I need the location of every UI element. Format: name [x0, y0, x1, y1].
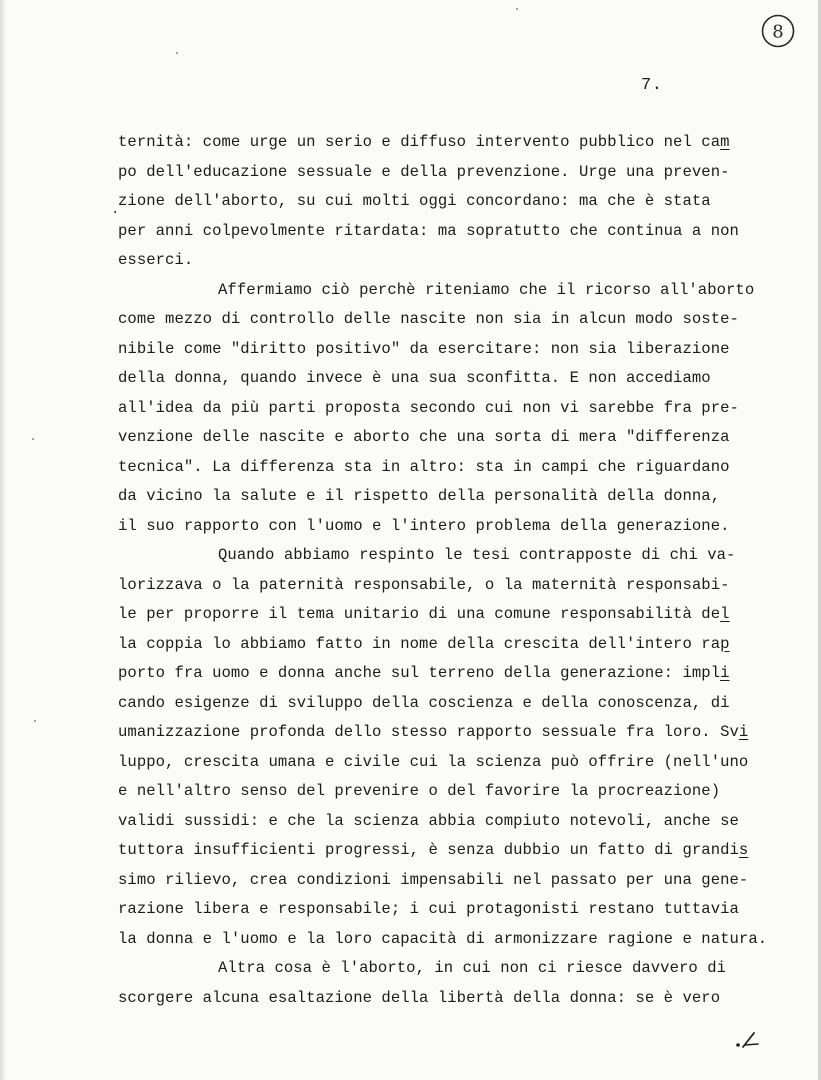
text-segment: le per proporre il tema unitario di una comune responsabilità de [118, 605, 721, 623]
text-line [118, 246, 767, 276]
text-segment: luppo, crescita umana e civile cui la scienza può offrire (nell'uno [118, 752, 749, 771]
text-segment: esserci. [118, 251, 194, 269]
text-segment: zione dell'aborto, su cui molti oggi concordano: ma che è stata [118, 192, 711, 210]
text-line [118, 659, 767, 689]
text-line [118, 128, 767, 158]
text-line [118, 777, 767, 807]
text-segment: validi sussidi: e che la scienza abbia compiuto notevoli, anche se [118, 811, 739, 830]
text-segment: Affermiamo ciò perchè riteniamo che il ricorso all'aborto [218, 280, 755, 299]
text-line [118, 364, 767, 394]
text-segment: lorizzava o la paternità responsabile, o la maternità responsabi- [118, 575, 730, 594]
text-segment: umanizzazione profonda dello stesso rapporto sessuale fra loro. Sv [118, 723, 739, 741]
text-segment: venzione delle nascite e aborto che una sorta di mera "differenza [118, 428, 730, 446]
scan-edge-shadow [0, 0, 6, 1080]
text-line [118, 866, 767, 896]
underlined-syllable: p [720, 634, 730, 653]
underlined-syllable: s [738, 841, 749, 859]
text-line [118, 718, 767, 748]
page-stamp [760, 13, 796, 49]
text-line [118, 482, 767, 512]
margin-dot-mark: · [111, 205, 120, 221]
text-line [118, 954, 767, 984]
text-line [118, 453, 767, 483]
text-segment: simo rilievo, crea condizioni impensabili nel passato per una gene- [118, 870, 749, 889]
underlined-syllable: i [720, 664, 730, 682]
text-segment: come mezzo di controllo delle nascite non sia in alcun modo soste- [118, 310, 739, 328]
text-segment: Altra cosa è l'aborto, in cui non ci riesce davvero di [218, 959, 727, 977]
handwritten-continuation-icon [734, 1028, 764, 1052]
text-line [118, 571, 767, 601]
text-line [118, 836, 767, 866]
text-line [118, 423, 767, 453]
text-line [118, 925, 767, 955]
text-segment: della donna, quando invece è una sua sconfitta. E non accediamo [118, 369, 711, 387]
page-number: 7. [641, 76, 663, 95]
text-segment: Quando abbiamo respinto le tesi contrapposte di chi va- [218, 546, 736, 564]
text-segment: il suo rapporto con l'uomo e l'intero problema della generazione. [118, 516, 730, 535]
text-segment: porto fra uomo e donna anche sul terreno della generazione: impl [118, 664, 721, 682]
text-line [118, 984, 767, 1014]
text-segment: cando esigenze di sviluppo della coscienza e della conoscenza, di [118, 693, 730, 712]
underlined-syllable: i [738, 723, 749, 741]
text-line [118, 541, 767, 571]
circled-number-stamp-icon [760, 13, 796, 49]
text-segment: da vicino la salute e il rispetto della personalità della donna, [118, 487, 721, 505]
scan-speck [34, 720, 36, 722]
text-segment: scorgere alcuna esaltazione della libertà della donna: se è vero [118, 988, 721, 1007]
text-segment: ternità: come urge un serio e diffuso intervento pubblico nel ca [118, 133, 721, 151]
text-segment: per anni colpevolmente ritardata: ma sopratutto che continua a non [118, 221, 739, 240]
text-line [118, 394, 767, 424]
text-line [118, 187, 767, 217]
text-line [118, 217, 767, 247]
text-line [118, 748, 767, 778]
text-segment: la donna e l'uomo e la loro capacità di armonizzare ragione e natura. [118, 929, 768, 948]
text-segment: e nell'altro senso del prevenire o del favorire la procreazione) [118, 782, 721, 800]
document-body [118, 128, 767, 1013]
text-line [118, 305, 767, 335]
text-line [118, 630, 767, 660]
text-segment: nibile come "diritto positivo" da esercitare: non sia liberazione [118, 339, 730, 358]
text-line [118, 600, 767, 630]
continuation-mark [734, 1028, 764, 1052]
text-line [118, 689, 767, 719]
text-segment: razione libera e responsabile; i cui protagonisti restano tuttavia [118, 900, 739, 918]
underlined-syllable: l [720, 605, 730, 623]
text-line [118, 158, 767, 188]
text-line [118, 807, 767, 837]
text-segment: la coppia lo abbiamo fatto in nome della crescita dell'intero ra [118, 634, 721, 653]
text-line [118, 276, 767, 306]
stamp-number: 8 [772, 21, 784, 43]
text-segment: all'idea da più parti proposta secondo cui non vi sarebbe fra pre- [118, 398, 739, 417]
scan-speck [32, 438, 34, 440]
underlined-syllable: m [720, 133, 730, 151]
text-line [118, 512, 767, 542]
text-segment: tecnica". La differenza sta in altro: sta in campi che riguardano [118, 457, 730, 476]
text-line [118, 895, 767, 925]
text-segment: po dell'educazione sessuale e della prevenzione. Urge una preven- [118, 162, 730, 181]
text-line [118, 335, 767, 365]
text-segment: tuttora insufficienti progressi, è senza dubbio un fatto di grandi [118, 841, 739, 859]
scan-speck [516, 8, 518, 10]
scan-speck [176, 52, 178, 54]
